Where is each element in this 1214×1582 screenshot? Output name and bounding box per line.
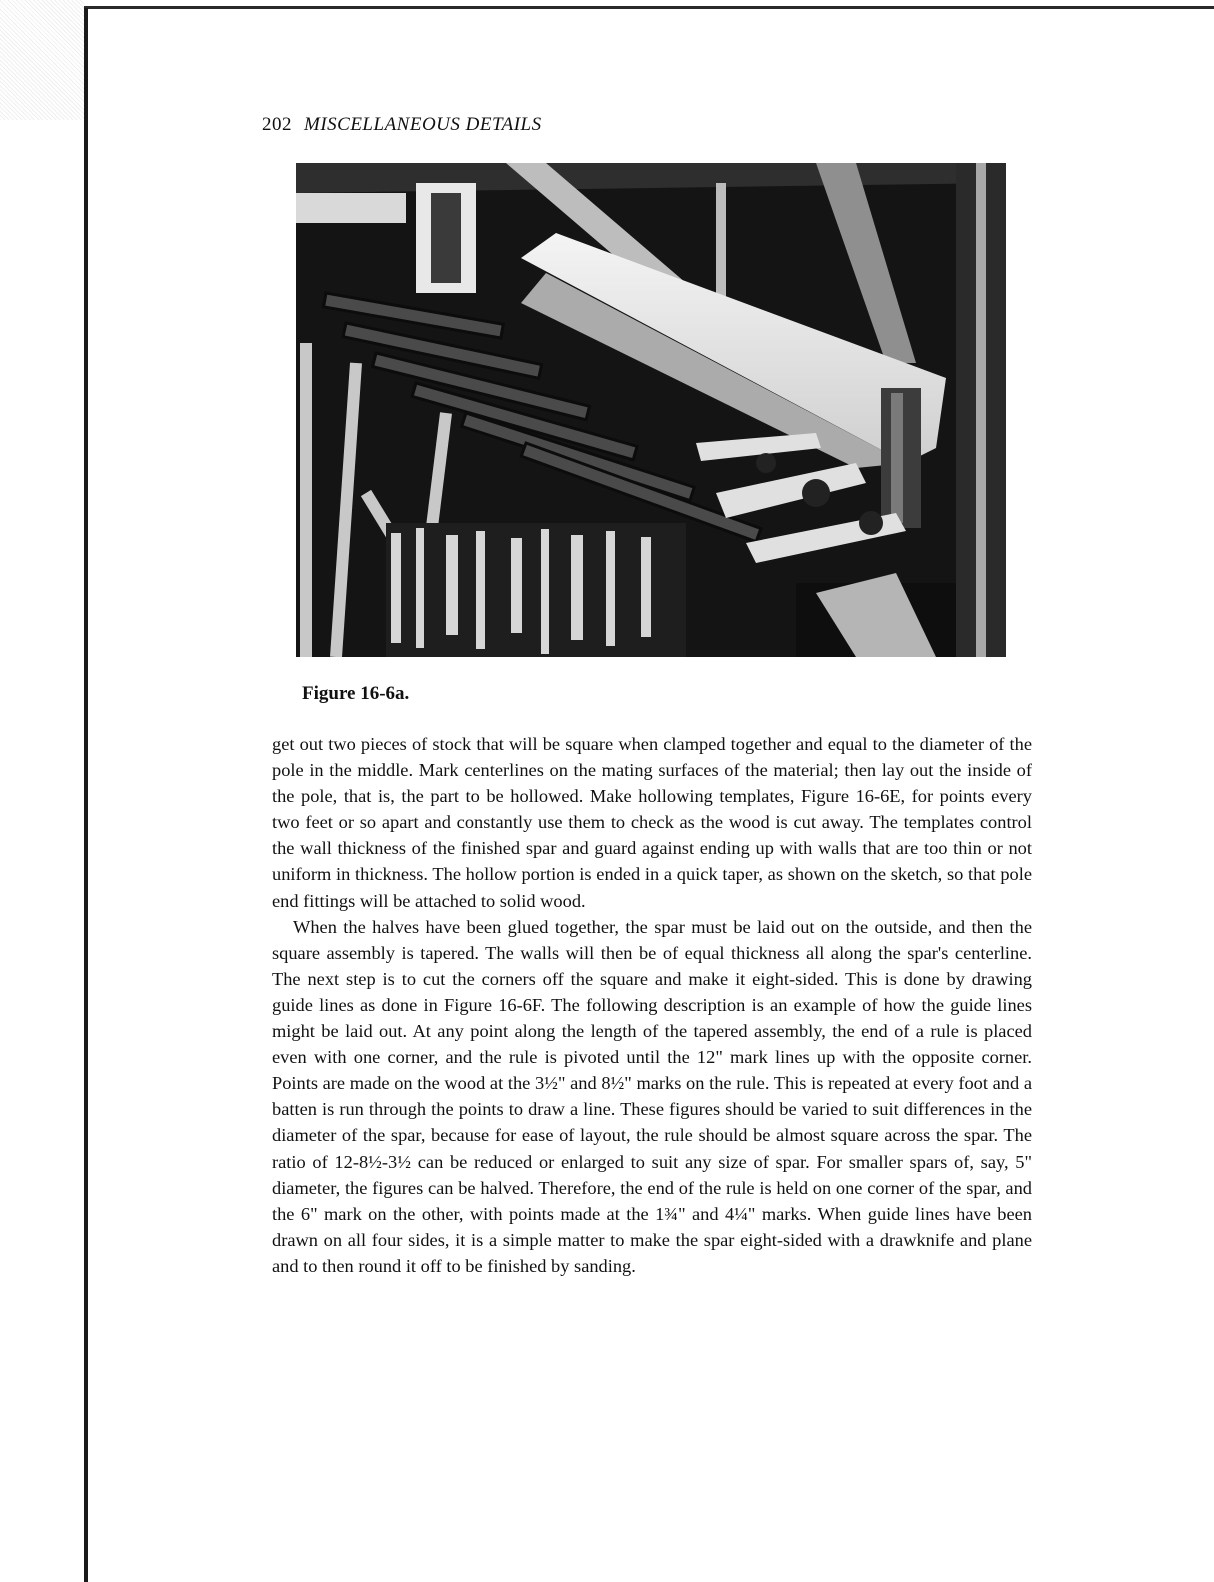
figure-photo bbox=[296, 163, 1006, 657]
body-text bbox=[272, 731, 1032, 1279]
scan-corner-noise bbox=[0, 0, 84, 120]
scan-frame-top-edge bbox=[84, 6, 1214, 9]
scan-frame-left-edge bbox=[84, 8, 88, 1582]
paragraph-2: When the halves have been glued together, the spar must be laid out on the outside, and then the square assembly is tapered. The walls will then be of equal thickness all along the spar's centerline. The next step is to cut the corners off the square and make it eight-sided. This is done by drawing guide lines as done in Figure 16-6F. The following description is an example of how the guide lines might be laid out. At any point along the length of the tapered assembly, the end of a rule is placed even with one corner, and the rule is pivoted until the 12" mark lines up with the opposite corner. Points are made on the wood at the 3½" and 8½" marks on the rule. This is repeated at every foot and a batten is run through the points to draw a line. These figures should be varied to suit differences in the diameter of the spar, because for ease of layout, the rule should be almost square across the spar. The ratio of 12-8½-3½ can be reduced or enlarged to suit any size of spar. For smaller spars of, say, 5" diameter, the figures can be halved. Therefore, the end of the rule is held on one corner of the spar, and the 6" mark on the other, with points made at the 1¾" and 4¼" marks. When guide lines have been drawn on all four sides, it is a simple matter to make the spar eight-sided with a drawknife and plane and to then round it off to be finished by sanding. bbox=[272, 916, 1032, 1276]
page-number: 202 bbox=[262, 114, 292, 135]
running-head bbox=[262, 114, 542, 136]
figure-caption: Figure 16-6a. bbox=[302, 683, 410, 704]
section-title: MISCELLANEOUS DETAILS bbox=[304, 114, 542, 135]
paragraph-1: get out two pieces of stock that will be square when clamped together and equal to the diameter of the pole in the middle. Mark centerlines on the mating surfaces of the material; then lay out the inside of the pole, that is, the part to be hollowed. Make hollowing templates, Figure 16-6E, for points every two feet or so apart and constantly use them to check as the wood is cut away. The templates control the wall thickness of the finished spar and guard against ending up with walls that are too thin or not uniform in thickness. The hollow portion is ended in a quick taper, as shown on the sketch, so that pole end fittings will be attached to solid wood. bbox=[272, 734, 1032, 911]
